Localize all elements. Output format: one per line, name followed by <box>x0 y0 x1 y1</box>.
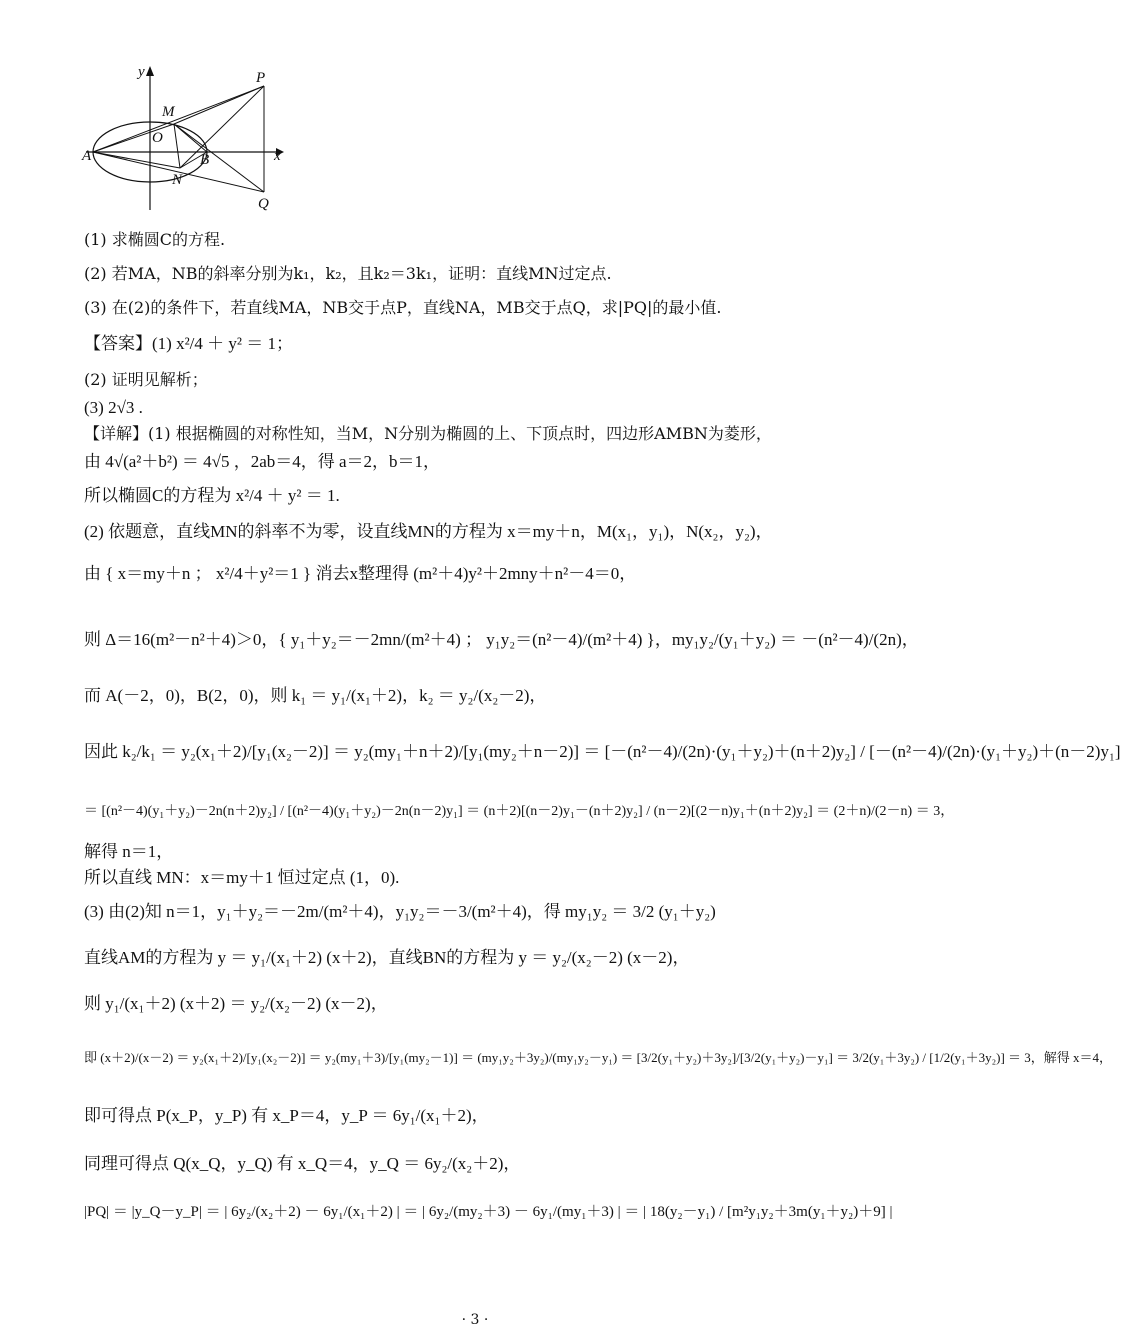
detail-6: 则 Δ＝16(m²－n²＋4)＞0，{ y₁＋y₂＝－2mn/(m²＋4) ； y₁y₂＝(n²－4)/(m²＋4) }，my₁y₂/(y₁＋y₂) ＝ －(n²－4)/(2n)， <box>84 630 919 649</box>
ellipse-figure <box>82 62 292 212</box>
detail-1: 【详解】(1) 根据椭圆的对称性知，当M，N分别为椭圆的上、下顶点时，四边形AMBN为菱形， <box>84 424 772 443</box>
detail-15: 即 (x＋2)/(x－2) ＝ y₂(x₁＋2)/[y₁(x₂－2)] ＝ y₂(my₁＋3)/[y₁(my₂－1)] ＝ (my₁y₂＋3y₂)/(my₁y₂－y₁) ＝ [3/2(y₁＋y₂)＋3y₂]/[3/2(y₁＋y₂)－y₁] ＝ 3/2(y₁＋3y₂) / [1/2(y₁＋3y₂)] ＝ 3，解得 x＝4， <box>84 1050 1113 1065</box>
detail-10: 解得 n＝1， <box>84 842 174 861</box>
question-3: (3) 在(2)的条件下，若直线MA，NB交于点P，直线NA，MB交于点Q，求|PQ|的最小值. <box>84 298 722 317</box>
label-M: M <box>162 104 175 120</box>
detail-11: 所以直线 MN：x＝my＋1 恒过定点 (1，0). <box>84 868 400 887</box>
detail-12: (3) 由(2)知 n＝1，y₁＋y₂＝－2m/(m²＋4)，y₁y₂＝－3/(m²＋4)，得 my₁y₂ ＝ 3/2 (y₁＋y₂) <box>84 902 716 921</box>
answer-1: 【答案】(1) x²/4 ＋ y² ＝ 1； <box>84 334 293 353</box>
detail-18: |PQ| ＝ |y_Q－y_P| ＝ | 6y₂/(x₂＋2) － 6y₁/(x₁＋2) | ＝ | 6y₂/(my₂＋3) － 6y₁/(my₁＋3) | ＝ | 18(y₂－y₁) / [m²y₁y₂＋3m(y₁＋y₂)＋9] | <box>84 1204 893 1220</box>
detail-7: 而 A(－2，0)，B(2，0)，则 k₁ ＝ y₁/(x₁＋2)，k₂ ＝ y₂/(x₂－2)， <box>84 686 547 705</box>
label-B: B <box>200 152 210 168</box>
label-x: x <box>274 148 281 164</box>
detail-2: 由 4√(a²＋b²) ＝ 4√5 ，2ab＝4，得 a＝2，b＝1， <box>84 452 441 471</box>
label-N: N <box>172 172 183 188</box>
page-number: · 3 · <box>461 1312 489 1328</box>
detail-16: 即可得点 P(x_P，y_P) 有 x_P＝4，y_P ＝ 6y₁/(x₁＋2)， <box>84 1106 489 1125</box>
answer-3: (3) 2√3 . <box>84 398 143 417</box>
answer-2: (2) 证明见解析； <box>84 370 208 389</box>
question-1: (1) 求椭圆C的方程. <box>84 230 226 249</box>
detail-13: 直线AM的方程为 y ＝ y₁/(x₁＋2) (x＋2)，直线BN的方程为 y ＝ y₂/(x₂－2) (x－2)， <box>84 948 690 967</box>
detail-3: 所以椭圆C的方程为 x²/4 ＋ y² ＝ 1. <box>84 486 340 505</box>
label-O: O <box>152 130 163 146</box>
detail-17: 同理可得点 Q(x_Q，y_Q) 有 x_Q＝4，y_Q ＝ 6y₂/(x₂＋2)， <box>84 1154 521 1173</box>
label-y: y <box>138 64 145 80</box>
detail-4: (2) 依题意，直线MN的斜率不为零，设直线MN的方程为 x＝my＋n，M(x₁，y₁)，N(x₂，y₂)， <box>84 522 773 541</box>
detail-8: 因此 k₂/k₁ ＝ y₂(x₁＋2)/[y₁(x₂－2)] ＝ y₂(my₁＋n＋2)/[y₁(my₂＋n－2)] ＝ [－(n²－4)/(2n)·(y₁＋y₂)＋(n＋2)y₂] / [－(n²－4)/(2n)·(y₁＋y₂)＋(n－2)y₁] <box>84 742 1121 761</box>
label-Q: Q <box>258 196 269 212</box>
question-2: (2) 若MA，NB的斜率分别为k₁，k₂，且k₂＝3k₁，证明：直线MN过定点. <box>84 264 612 283</box>
detail-9: ＝ [(n²－4)(y₁＋y₂)－2n(n＋2)y₂] / [(n²－4)(y₁＋y₂)－2n(n－2)y₁] ＝ (n＋2)[(n－2)y₁－(n＋2)y₂] / (n－2)[(2－n)y₁＋(n＋2)y₂] ＝ (2＋n)/(2－n) ＝ 3， <box>84 804 955 819</box>
detail-14: 则 y₁/(x₁＋2) (x＋2) ＝ y₂/(x₂－2) (x－2)， <box>84 994 388 1013</box>
detail-5: 由 { x＝my＋n ； x²/4＋y²＝1 } 消去x整理得 (m²＋4)y²＋2mny＋n²－4＝0， <box>84 564 637 583</box>
label-A: A <box>82 148 92 164</box>
label-P: P <box>256 70 266 86</box>
